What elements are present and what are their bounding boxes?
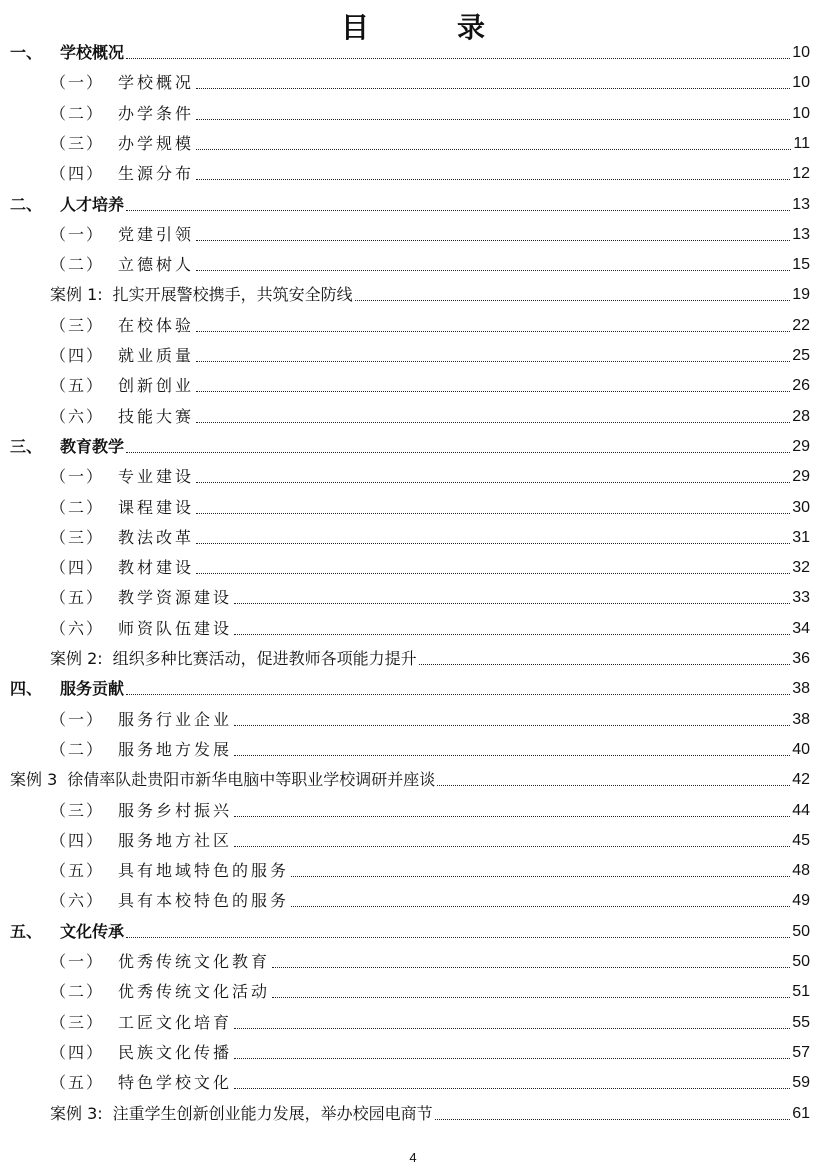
toc-entry-label [50,710,232,732]
dot-leader [196,331,790,332]
toc-subsection-entry[interactable] [50,550,810,580]
toc-case-entry[interactable] [50,277,810,307]
dot-leader [234,634,790,635]
toc-entry-label [50,588,232,610]
toc-entry-number: （三） [50,527,105,547]
toc-subsection-entry[interactable] [50,823,810,853]
toc-entry-number: （五） [50,1073,105,1093]
dot-leader [234,1028,790,1029]
toc-entry-number: （四） [50,558,105,578]
toc-entry-number: （四） [50,346,105,365]
toc-entry-page: 10 [792,44,810,61]
dot-leader [196,573,790,574]
toc-entry-text: 在校体验 [118,315,195,335]
toc-entry-page: 57 [792,1043,810,1061]
dot-leader [196,270,790,271]
toc-subsection-entry[interactable] [50,793,810,823]
toc-section-entry[interactable] [10,429,810,459]
toc-subsection-entry[interactable] [50,974,810,1004]
toc-entry-page: 45 [792,831,810,849]
toc-entry-number: 二、 [10,194,43,214]
toc-entry-label [50,1073,232,1095]
toc-entry-number: （一） [50,467,105,487]
toc-subsection-entry[interactable] [50,338,810,368]
toc-entry-text: 人才培养 [60,194,125,214]
toc-subsection-entry[interactable] [50,490,810,520]
toc-entry-label [50,376,194,398]
toc-entry-text: 党建引领 [118,224,195,244]
toc-entry-text: 服务行业企业 [118,709,233,729]
toc-entry-page: 33 [792,589,810,607]
toc-entry-number: 五、 [10,921,43,941]
toc-entry-label [50,407,194,429]
toc-entry-text: 民族文化传播 [118,1042,233,1062]
toc-entry-text: 扎实开展警校携手，共筑安全防线 [112,285,353,305]
toc-entry-number: （二） [50,739,105,759]
toc-entry-number: （五） [50,588,105,608]
toc-entry-number: 案例 3: [50,1103,103,1123]
toc-entry-page: 10 [792,104,810,122]
toc-entry-label [50,225,194,247]
dot-leader [196,422,790,423]
toc-entry-number: （六） [50,406,105,426]
toc-subsection-entry[interactable] [50,580,810,610]
toc-entry-text: 专业建设 [118,467,195,487]
toc-subsection-entry[interactable] [50,611,810,641]
toc-entry-number: （六） [50,618,105,638]
dot-leader [126,58,790,59]
toc-subsection-entry[interactable] [50,399,810,429]
toc-subsection-entry[interactable] [50,368,810,398]
dot-leader [196,149,791,150]
toc-subsection-entry[interactable] [50,702,810,732]
toc-entry-page: 55 [792,1013,810,1031]
toc-entry-page: 38 [792,680,810,698]
dot-leader [234,755,790,756]
dot-leader [234,1058,790,1059]
toc-entry-label [50,73,194,95]
toc-entry-number: 四、 [10,679,43,699]
toc-entry-number: （一） [50,73,105,93]
toc-entry-label [50,619,232,641]
toc-entry-label [50,1043,232,1065]
dot-leader [272,997,790,998]
toc-entry-page: 50 [792,953,810,970]
toc-subsection-entry[interactable] [50,308,810,338]
toc-entry-text: 徐倩率队赴贵阳市新华电脑中等职业学校调研并座谈 [67,770,436,790]
toc-entry-page: 51 [792,983,810,1001]
toc-entry-label [50,467,194,489]
toc-entry-text: 服务贡献 [60,679,125,699]
dot-leader [234,725,790,726]
toc-entry-label [10,43,124,65]
dot-leader [196,482,790,483]
dot-leader [196,361,790,362]
dot-leader [419,664,791,665]
toc-entry-label [50,316,194,338]
toc-entry-number: （一） [50,952,105,971]
page-number: 4 [409,1150,417,1165]
toc-entry-text: 就业质量 [118,346,195,365]
dot-leader [196,543,790,544]
toc-entry-number: 案例 3 [10,770,58,790]
toc-entry-label [50,831,232,853]
toc-entry-label [50,891,289,913]
toc-entry-number: （四） [50,1042,105,1062]
toc-entry-page: 42 [792,771,810,789]
toc-entry-label [50,558,194,580]
toc-entry-page: 13 [792,225,810,243]
toc-entry-text: 教材建设 [118,558,195,578]
toc-section-entry[interactable] [10,671,810,701]
dot-leader [196,240,790,241]
toc-entry-number: （二） [50,982,105,1002]
toc-entry-text: 教法改革 [118,527,195,547]
dot-leader [437,785,790,786]
toc-section-entry[interactable] [10,187,810,217]
toc-case-entry[interactable] [50,641,810,671]
toc-entry-text: 立德树人 [118,255,195,275]
dot-leader [196,179,790,180]
toc-entry-page: 19 [792,286,810,304]
dot-leader [291,906,790,907]
dot-leader [196,88,790,89]
toc-entry-label [50,1013,232,1035]
toc-entry-page: 61 [792,1104,810,1122]
dot-leader [196,391,790,392]
toc-entry-number: （二） [50,497,105,517]
toc-entry-number: （六） [50,891,105,911]
toc-entry-label [50,801,232,823]
toc-entry-number: 一、 [10,43,43,62]
toc-subsection-entry[interactable] [50,217,810,247]
toc-entry-number: （一） [50,224,105,244]
toc-entry-page: 29 [792,437,810,455]
toc-entry-label [10,922,124,944]
toc-entry-label [10,195,124,217]
toc-subsection-entry[interactable] [50,65,810,95]
toc-case-entry[interactable] [50,1096,810,1126]
dot-leader [234,816,790,817]
toc-section-entry[interactable] [10,35,810,65]
toc-entry-label [50,285,353,307]
toc-entry-text: 创新创业 [118,376,195,396]
toc-entry-text: 教学资源建设 [118,588,233,608]
toc-entry-label [50,952,270,974]
toc-entry-page: 12 [792,165,810,183]
toc-entry-text: 优秀传统文化教育 [118,952,271,971]
toc-case-entry[interactable] [10,762,810,792]
toc-entry-number: 案例 1: [50,285,103,305]
toc-entry-number: （二） [50,255,105,275]
toc-entry-text: 学校概况 [118,73,195,93]
toc-entry-text: 工匠文化培育 [118,1012,233,1032]
toc-subsection-entry[interactable] [50,944,810,974]
toc-entry-label [50,861,289,883]
toc-entry-label [50,134,194,156]
toc-entry-number: （四） [50,164,105,184]
toc-entry-number: （三） [50,315,105,335]
toc-subsection-entry[interactable] [50,459,810,489]
toc-entry-page: 31 [792,528,810,546]
toc-entry-text: 具有地域特色的服务 [118,861,290,881]
toc-entry-text: 学校概况 [60,43,125,62]
dot-leader [435,1119,791,1120]
toc-entry-label [50,1104,433,1126]
toc-entry-page: 29 [792,468,810,486]
toc-entry-text: 办学规模 [118,133,195,153]
toc-entry-label [50,649,417,671]
toc-entry-label [50,498,194,520]
toc-entry-number: 三、 [10,436,43,456]
toc-entry-text: 特色学校文化 [118,1073,233,1093]
toc-subsection-entry[interactable] [50,247,810,277]
toc-entry-page: 32 [792,559,810,577]
toc-entry-label [50,164,194,186]
toc-entry-text: 课程建设 [118,497,195,517]
dot-leader [355,300,791,301]
toc-entry-page: 49 [792,892,810,910]
toc-title: 目 录 [340,11,515,44]
toc-entry-page: 38 [792,710,810,728]
toc-entry-label [50,346,194,368]
toc-entry-page: 26 [792,377,810,395]
toc-subsection-entry[interactable] [50,1035,810,1065]
toc-entry-label [50,740,232,762]
toc-entry-label [50,104,194,126]
dot-leader [126,694,790,695]
toc-subsection-entry[interactable] [50,853,810,883]
toc-subsection-entry[interactable] [50,156,810,186]
toc-entry-number: （四） [50,830,105,850]
dot-leader [126,452,790,453]
dot-leader [234,603,790,604]
toc-entry-page: 22 [792,316,810,334]
toc-subsection-entry[interactable] [50,520,810,550]
dot-leader [234,846,790,847]
toc-entry-page: 40 [792,740,810,758]
toc-entry-text: 办学条件 [118,103,195,123]
toc-entry-label [10,770,435,792]
dot-leader [126,210,790,211]
toc-entry-page: 11 [793,134,810,152]
toc-entry-text: 师资队伍建设 [118,618,233,638]
toc-subsection-entry[interactable] [50,732,810,762]
toc-subsection-entry[interactable] [50,96,810,126]
toc-entry-text: 教育教学 [60,436,125,456]
toc-entry-text: 技能大赛 [118,406,195,426]
toc-entry-page: 10 [792,74,810,92]
toc-entry-number: （三） [50,1012,105,1032]
toc-entry-text: 文化传承 [60,921,125,941]
toc-entry-page: 28 [792,407,810,425]
toc-entry-page: 48 [792,862,810,880]
toc-section-entry[interactable] [10,914,810,944]
toc-entry-number: （二） [50,103,105,123]
toc-entry-number: （五） [50,376,105,396]
toc-entry-page: 34 [792,619,810,637]
dot-leader [291,876,790,877]
toc-entry-number: （三） [50,133,105,153]
toc-entry-number: （三） [50,800,105,820]
toc-entry-label [50,982,270,1004]
toc-entry-text: 服务地方发展 [118,739,233,759]
toc-entry-text: 具有本校特色的服务 [118,891,290,911]
toc-entry-text: 生源分布 [118,164,195,184]
toc-entry-label [50,255,194,277]
dot-leader [126,937,790,938]
dot-leader [272,967,790,968]
toc-entry-page: 36 [792,650,810,667]
toc-entry-page: 30 [792,498,810,516]
toc-entry-text: 服务乡村振兴 [118,800,233,820]
dot-leader [196,513,790,514]
toc-entry-label [10,679,124,701]
dot-leader [196,119,790,120]
toc-entry-label [10,437,124,459]
toc-entry-page: 59 [792,1074,810,1092]
toc-entry-page: 13 [792,195,810,213]
toc-subsection-entry[interactable] [50,126,810,156]
toc-entry-number: （一） [50,709,105,729]
toc-subsection-entry[interactable] [50,1005,810,1035]
toc-entry-number: 案例 2: [50,649,103,668]
toc-entry-page: 15 [792,256,810,274]
toc-entry-label [50,528,194,550]
toc-entry-text: 服务地方社区 [118,830,233,850]
toc-subsection-entry[interactable] [50,883,810,913]
toc-entry-text: 组织多种比赛活动，促进教师各项能力提升 [112,649,417,668]
toc-entry-text: 优秀传统文化活动 [118,982,271,1002]
toc-entry-page: 25 [792,347,810,364]
dot-leader [234,1088,790,1089]
toc-entry-number: （五） [50,861,105,881]
toc-entry-page: 44 [792,801,810,819]
toc-entry-page: 50 [792,922,810,940]
toc-subsection-entry[interactable] [50,1065,810,1095]
toc-entry-text: 注重学生创新创业能力发展，举办校园电商节 [112,1103,433,1123]
